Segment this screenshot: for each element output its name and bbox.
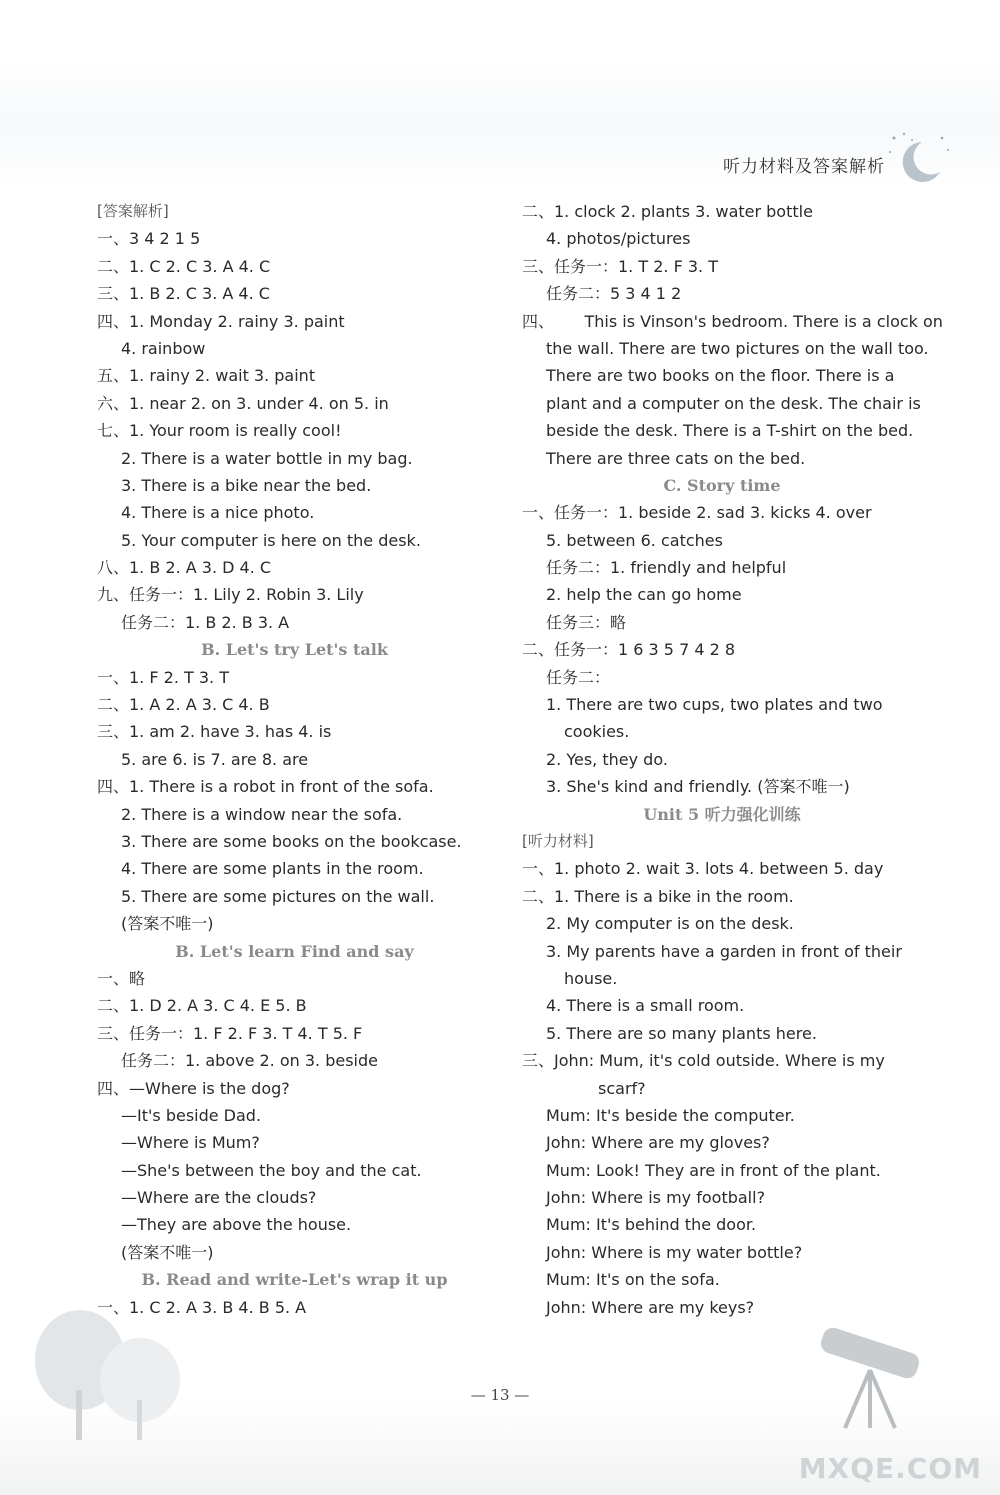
answer-line: the wall. There are two pictures on the wall too. [546, 338, 929, 358]
answer-line: (答案不唯一) [121, 914, 214, 934]
answer-line: 一、略 [97, 968, 146, 988]
answer-line: 二、1. C 2. C 3. A 4. C [97, 256, 271, 276]
answer-line: 三、任务一：1. T 2. F 3. T [522, 256, 718, 276]
section-heading: Unit 5 听力强化训练 [643, 804, 801, 824]
answer-line: 4. There is a nice photo. [121, 503, 315, 523]
answer-line: 三、任务一：1. F 2. F 3. T 4. T 5. F [97, 1023, 363, 1043]
answer-line: house. [564, 968, 618, 988]
answer-line: John: Where is my water bottle? [546, 1242, 803, 1262]
section-heading: C. Story time [663, 475, 781, 495]
answer-line: 四、1. Monday 2. rainy 3. paint [97, 311, 345, 331]
answer-line: 任务二：1. friendly and helpful [546, 558, 787, 578]
left-column [97, 198, 492, 1321]
answer-line: 三、John: Mum, it's cold outside. Where is my [522, 1051, 885, 1071]
answer-line: 5. are 6. is 7. are 8. are [121, 749, 309, 769]
answer-line: [答案解析] [97, 202, 169, 220]
answer-line: 任务二： [546, 667, 611, 687]
answer-line: John: Where are my gloves? [546, 1133, 770, 1153]
answer-line: 二、任务一：1 6 3 5 7 4 2 8 [522, 640, 736, 660]
answer-line: scarf? [598, 1078, 646, 1098]
answer-line: 五、1. rainy 2. wait 3. paint [97, 366, 316, 386]
answer-line: 2. There is a water bottle in my bag. [121, 448, 413, 468]
answer-line: —Where are the clouds? [121, 1188, 317, 1208]
answer-line: Mum: It's on the sofa. [546, 1270, 720, 1290]
answer-line: (答案不唯一) [121, 1242, 214, 1262]
answer-line: 一、1. C 2. A 3. B 4. B 5. A [97, 1297, 307, 1317]
answer-line: 二、1. A 2. A 3. C 4. B [97, 695, 270, 715]
answer-line: 3. There is a bike near the bed. [121, 475, 372, 495]
answer-line: —Where is Mum? [121, 1133, 260, 1153]
answer-line: 六、1. near 2. on 3. under 4. on 5. in [97, 393, 389, 413]
answer-line: 一、3 4 2 1 5 [97, 229, 201, 249]
answer-line: 一、任务一：1. beside 2. sad 3. kicks 4. over [522, 503, 872, 523]
answer-line: —It's beside Dad. [121, 1105, 262, 1125]
trees-illustration [20, 1300, 200, 1440]
answer-line: 3. She's kind and friendly. (答案不唯一) [546, 777, 850, 797]
answer-line: There are three cats on the bed. [546, 448, 806, 468]
answer-line: 3. There are some books on the bookcase. [121, 831, 462, 851]
answer-line: 一、1. photo 2. wait 3. lots 4. between 5. day [522, 859, 884, 879]
header-title: 听力材料及答案解析 [723, 157, 885, 177]
answer-line: cookies. [564, 722, 630, 742]
answer-line: 七、1. Your room is really cool! [97, 421, 342, 441]
answer-line: 任务二：1. B 2. B 3. A [121, 612, 290, 632]
answer-line: John: Where are my keys? [546, 1297, 755, 1317]
right-column [522, 198, 943, 1321]
section-heading: B. Read and write-Let's wrap it up [141, 1270, 448, 1290]
answer-line: Mum: It's behind the door. [546, 1215, 757, 1235]
answer-line: 5. There are some pictures on the wall. [121, 886, 435, 906]
answer-line: John: Where is my football? [546, 1188, 766, 1208]
answer-line: [听力材料] [522, 831, 594, 850]
answer-line: 4. There are some plants in the room. [121, 859, 424, 879]
answer-line: 四、—Where is the dog? [97, 1078, 290, 1098]
answer-line: 4. There is a small room. [546, 996, 745, 1016]
answer-line: 二、1. D 2. A 3. C 4. E 5. B [97, 996, 307, 1016]
answer-line: 2. help the can go home [546, 585, 742, 605]
answer-line: 任务二：1. above 2. on 3. beside [121, 1051, 379, 1071]
answer-line: 三、1. B 2. C 3. A 4. C [97, 284, 270, 304]
answer-line: 二、1. clock 2. plants 3. water bottle [522, 202, 813, 221]
answer-line: 2. Yes, they do. [546, 749, 668, 769]
answer-line: 八、1. B 2. A 3. D 4. C [97, 558, 272, 578]
answer-line: 任务三：略 [546, 612, 627, 632]
telescope-illustration [800, 1320, 940, 1430]
answer-line: 4. rainbow [121, 338, 206, 358]
answer-line: Mum: Look! They are in front of the plant. [546, 1160, 881, 1180]
answer-line: 2. There is a window near the sofa. [121, 804, 403, 824]
answer-line: 四、 This is Vinson's bedroom. There is a clock on [522, 311, 943, 331]
watermark: MXQE.COM [798, 1452, 982, 1485]
answer-line: 3. My parents have a garden in front of their [546, 941, 902, 961]
answer-line: —She's between the boy and the cat. [121, 1160, 422, 1180]
answer-line: 四、1. There is a robot in front of the sofa. [97, 777, 434, 797]
answer-line: 4. photos/pictures [546, 229, 691, 249]
answer-line: Mum: It's beside the computer. [546, 1105, 795, 1125]
answer-line: 5. There are so many plants here. [546, 1023, 817, 1043]
section-heading: B. Let's learn Find and say [175, 941, 414, 961]
answer-line: plant and a computer on the desk. The chair is [546, 393, 921, 413]
moon-stars-icon [882, 128, 952, 188]
answer-line: 三、1. am 2. have 3. has 4. is [97, 722, 332, 742]
answer-line: 1. There are two cups, two plates and two [546, 695, 883, 715]
answer-line: beside the desk. There is a T-shirt on the bed. [546, 421, 914, 441]
answer-line: 九、任务一：1. Lily 2. Robin 3. Lily [97, 585, 364, 605]
answer-line: 一、1. F 2. T 3. T [97, 667, 229, 687]
answer-line: 二、1. There is a bike in the room. [522, 886, 794, 906]
answer-line: 5. between 6. catches [546, 530, 723, 550]
section-heading: B. Let's try Let's talk [201, 640, 388, 660]
answer-line: There are two books on the floor. There is a [546, 366, 895, 386]
answer-line: 5. Your computer is here on the desk. [121, 530, 421, 550]
answer-line: 2. My computer is on the desk. [546, 914, 794, 934]
answer-line: 任务二：5 3 4 1 2 [546, 284, 682, 304]
answer-line: —They are above the house. [121, 1215, 352, 1235]
page-number: — 13 — [470, 1386, 530, 1404]
